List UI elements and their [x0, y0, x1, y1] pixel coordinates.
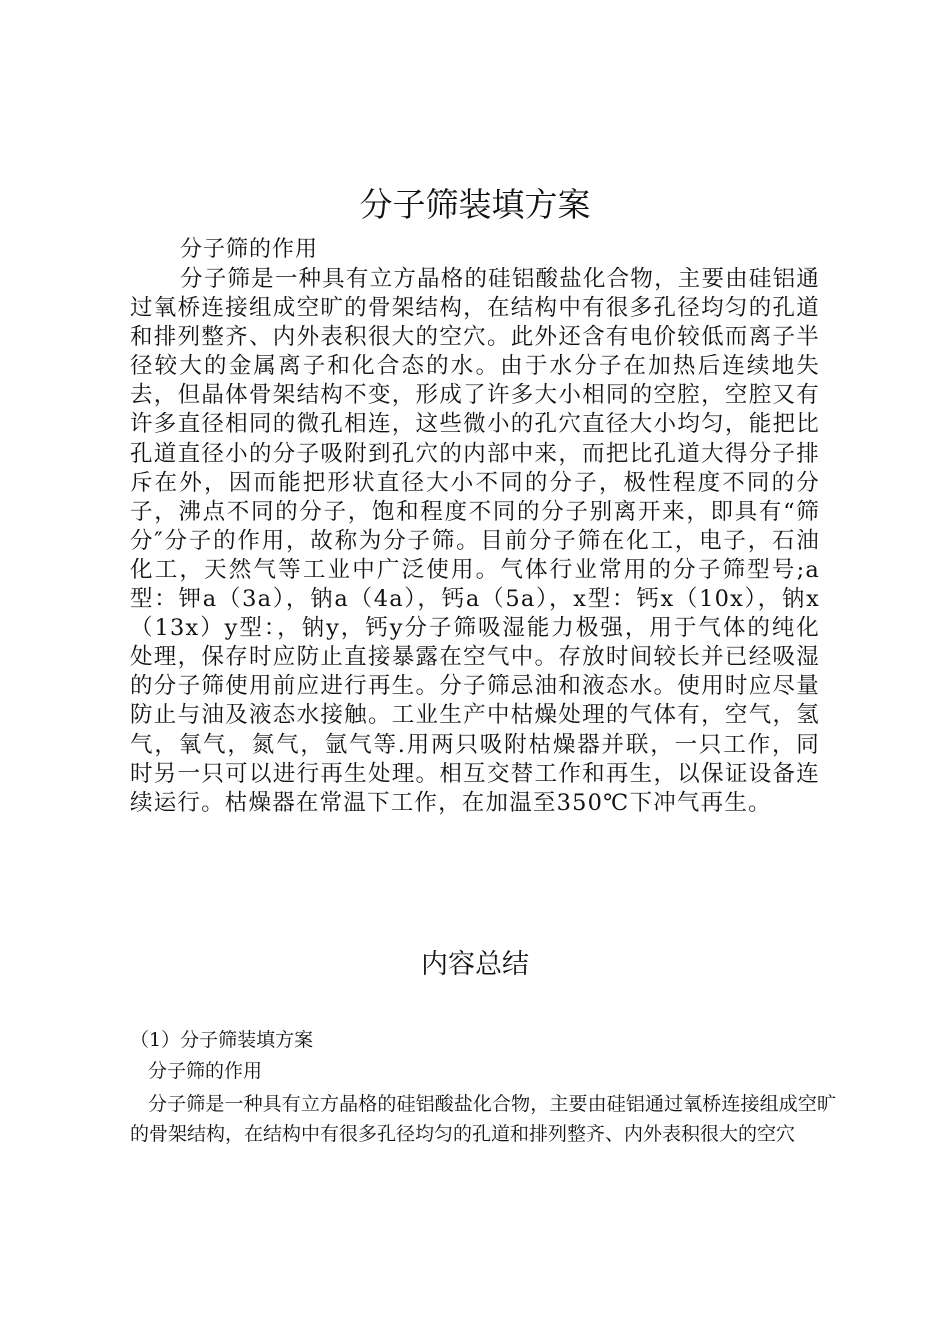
- summary-item-subheading: 分子筛的作用: [148, 1060, 263, 1082]
- body-paragraph: 分子筛是一种具有立方晶格的硅铝酸盐化合物，主要由硅铝通过氧桥连接组成空旷的骨架结构，在结构中有很多孔径均匀的孔道和排列整齐、内外表积很大的空穴。此外还含有电价较低而离子半径较大的金属离子和化合态的水。由于水分子在加热后连续地失去，但晶体骨架结构不变，形成了许多大小相同的空腔，空腔又有许多直径相同的微孔相连，这些微小的孔穴直径大小均匀，能把比孔道直径小的分子吸附到孔穴的内部中来，而把比孔道大得分子排斥在外，因而能把形状直径大小不同的分子，极性程度不同的分子，沸点不同的分子，饱和程度不同的分子别离开来，即具有“筛分″分子的作用，故称为分子筛。目前分子筛在化工，电子，石油化工，天然气等工业中广泛使用。气体行业常用的分子筛型号;a型：钾a（3a），钠a（4a），钙a（5a），x型：钙x（10x），钠x（13x）y型：，钠y，钙y分子筛吸湿能力极强，用于气体的纯化处理，保存时应防止直接暴露在空气中。存放时间较长并已经吸湿的分子筛使用前应进行再生。分子筛忌油和液态水。使用时应尽量防止与油及液态水接触。工业生产中枯燥处理的气体有，空气，氢气，氧气，氮气，氩气等.用两只吸附枯燥器并联，一只工作，同时另一只可以进行再生处理。相互交替工作和再生，以保证设备连续运行。枯燥器在常温下工作，在加温至350℃下冲气再生。: [130, 266, 820, 816]
- summary-item-text: 分子筛是一种具有立方晶格的硅铝酸盐化合物，主要由硅铝通过氧桥连接组成空旷的骨架结构，在结构中有很多孔径均匀的孔道和排列整齐、内外表积很大的空穴: [130, 1093, 836, 1145]
- summary-title: 内容总结: [421, 949, 529, 980]
- section-heading: 分子筛的作用: [180, 237, 319, 262]
- summary-item-heading: （1）分子筛装填方案: [130, 1029, 314, 1051]
- document-title: 分子筛装填方案: [359, 185, 591, 224]
